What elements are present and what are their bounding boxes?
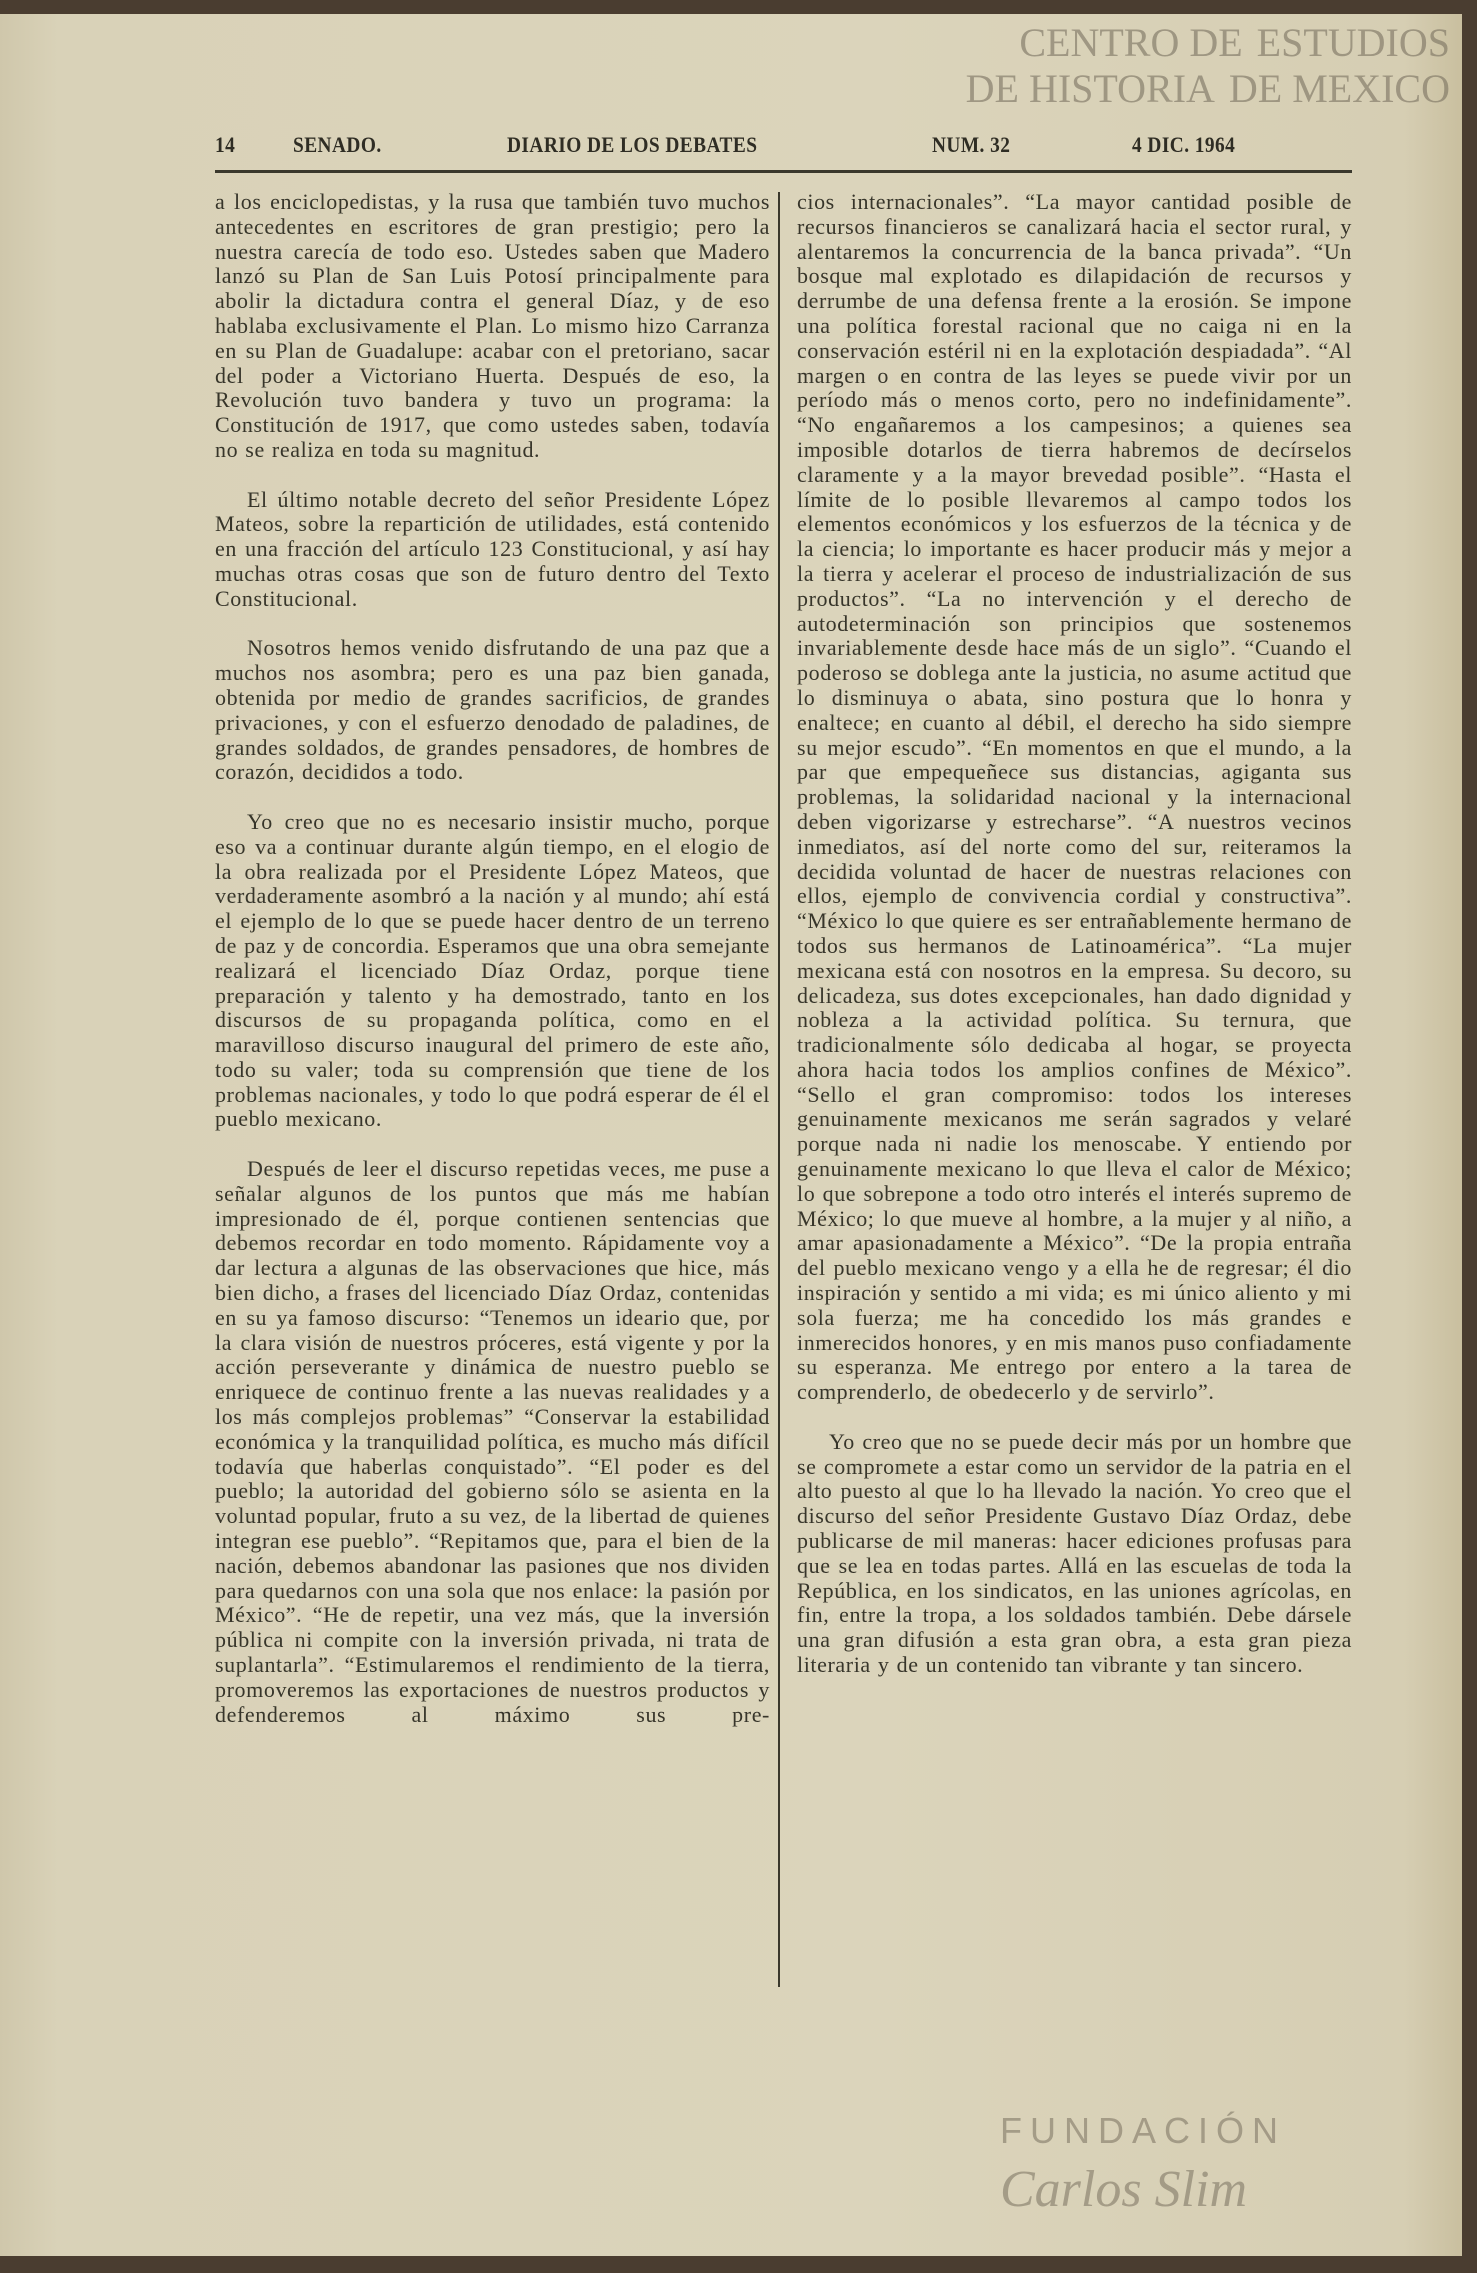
watermark-line: ESTUDIOS [1256, 20, 1450, 65]
paragraph: El último notable decreto del señor Presidente López Mateos, sobre la repartición de utilidades, está contenido en una fracción del artículo 123 Constitucional, y así hay muchas otras cosas que son de futuro dentro del Texto Constitucional. [215, 486, 770, 611]
paragraph: cios internacionales”. “La mayor cantidad posible de recursos financieros se canalizará hacia el sector rural, y alentaremos la concurrencia de la banca privada”. “Un bosque mal explotado es dilapidación de recursos y derrumbe de una defensa frente a la erosión. Se impone una política forestal racional que no caiga ni en la conservación estéril ni en la explotación despiadada”. “Al margen o en contra de las leyes se puede vivir por un período más o menos corto, pero no indefinidamente”. “No engañaremos a los campesinos; a quienes sea imposible dotarlos de tierra habremos de decírselos claramente y a la mayor brevedad posible”. “Hasta el límite de lo posible llevaremos al campo todos los elementos económicos y los esfuerzos de la técnica y de la ciencia; lo importante es hacer producir más y mejor a la tierra y acelerar el proceso de industrialización de sus productos”. “La no intervención y el derecho de autodeterminación son principios que sostenemos invariablemente desde hace más de un siglo”. “Cuando el poderoso se doblega ante la justicia, no asume actitud que lo disminuya o abata, sino postura que lo honra y enaltece; en cuanto al débil, el derecho ha sido siempre su mejor escudo”. “En momentos en que el mundo, a la par que empequeñece sus distancias, agiganta sus problemas, la solidaridad nacional y la internacional deben vigorizarse y estrecharse”. “A nuestros vecinos inmediatos, así del norte como del sur, reiteramos la decidida voluntad de hacer de nuestras relaciones con ellos, ejemplo de convivencia cordial y constructiva”. “México lo que quiere es ser entrañablemente hermano de todos sus hermanos de Latinoamérica”. “La mujer mexicana está con nosotros en la empresa. Su decoro, su delicadeza, sus dotes excepcionales, han dado dignidad y nobleza a la actividad política. Su ternura, que tradicionalmente sólo dedicaba al hogar, se proyecta ahora hacia todos los amplios confines de México”. “Sello el gran compromiso: todos los intereses genuinamente mexicanos me serán sagrados y velaré porque nada ni nadie los menoscabe. Y entiendo por genuinamente mexicano lo que lleva el calor de México; lo que sobrepone a todo otro interés el interés supremo de México; lo que mueve al hombre, a la mujer y al niño, a amar apasionadamente a México”. “De la propia entraña del pueblo mexicano vengo y a ella he de regresar; él dio inspiración y sentido a mi vida; es mi único aliento y mi sola fuerza; me ha concedido los más grandes e inmerecidos honores, y en mis manos puso confiadamente su esperanza. Me entrego por entero a la tarea de comprenderlo, de obedecerlo y de servirlo”. [797, 189, 1352, 1405]
watermark-row [880, 20, 1450, 66]
column-divider [778, 192, 780, 1987]
paragraph: Después de leer el discurso repetidas veces, me puse a señalar algunos de los puntos que más me habían impresionado de él, porque contienen sentencias que debemos recordar en todo momento. Rápidamente voy a dar lectura a algunas de las observaciones que hice, más bien dicho, a frases del licenciado Díaz Ordaz, contenidas en su ya famoso discurso: “Tenemos un ideario que, por la clara visión de nuestros próceres, está vigente y por la acción perseverante y dinámica de nuestro pueblo se enriquece de continuo frente a las nuevas realidades y a los más complejos problemas” “Conservar la estabilidad económica y la tranquilidad política, es mucho más difícil todavía que haberlas conquistado”. “El poder es del pueblo; la autoridad del gobierno sólo se asienta en la voluntad popular, fruto a su vez, de la libertad de quienes integran ese pueblo”. “Repitamos que, para el bien de la nación, debemos abandonar las pasiones que nos dividen para quedarnos con una sola que nos enlace: la pasión por México”. “He de repetir, una vez más, que la inversión pública ni compite con la inversión privada, ni trata de suplantarla”. “Estimularemos el rendimiento de la tierra, promoveremos las exportaciones de nuestros productos y defenderemos al máximo sus pre- [215, 1156, 770, 1727]
paragraph: a los enciclopedistas, y la rusa que también tuvo muchos antecedentes en escritores de gran prestigio; pero la nuestra carecía de todo eso. Ustedes saben que Madero lanzó su Plan de San Luis Potosí principalmente para abolir la dictadura contra el general Díaz, y de eso hablaba exclusivamente el Plan. Lo mismo hizo Carranza en su Plan de Guadalupe: acabar con el pretoriano, sacar del poder a Victoriano Huerta. Después de eso, la Revolución tuvo bandera y tuvo un programa: la Constitución de 1917, que como ustedes saben, todavía no se realiza en toda su magnitud. [215, 189, 770, 462]
watermark-line: CENTRO DE [1019, 20, 1243, 65]
watermark-institution [880, 20, 1450, 112]
watermark-line: DE MEXICO [1228, 66, 1450, 111]
watermark-row [880, 66, 1450, 112]
issue-date: 4 DIC. 1964 [1132, 132, 1236, 157]
issue-number: NUM. 32 [932, 132, 1011, 157]
paragraph: Yo creo que no es necesario insistir mucho, porque eso va a continuar durante algún tiempo, en el elogio de la obra realizada por el Presidente López Mateos, que verdaderamente asombró a la nación y al mundo; ahí está el ejemplo de lo que se puede hacer dentro de un terreno de paz y de concordia. Esperamos que una obra semejante realizará el licenciado Díaz Ordaz, porque tiene preparación y talento y ha demostrado, tanto en los discursos de su propaganda política, como en el maravilloso discurso inaugural del primero de este año, todo su valer; toda su comprensión que tiene de los problemas nacionales, y todo lo que podrá esperar de él el pueblo mexicano. [215, 808, 770, 1132]
page-number: 14 [215, 132, 236, 157]
watermark-line: DE HISTORIA [965, 66, 1215, 111]
paragraph: Nosotros hemos venido disfrutando de una paz que a muchos nos asombra; pero es una paz bien ganada, obtenida por medio de grandes sacrificios, de grandes privaciones, y con el esfuerzo denodado de paladines, de grandes soldados, de grandes pensadores, de hombres de corazón, decididos a todo. [215, 635, 770, 785]
watermark-signature: Carlos Slim [1000, 2161, 1248, 2218]
chamber-name: SENADO. [293, 132, 382, 157]
right-column [797, 190, 1352, 1703]
paragraph: Yo creo que no se puede decir más por un hombre que se compromete a estar como un servidor de la patria en el alto puesto al que lo ha llevado la nación. Yo creo que el discurso del señor Presidente Gustavo Díaz Ordaz, debe publicarse de mil maneras: hacer ediciones profusas para que se lea en todas partes. Allá en las escuelas de toda la República, en los sindicatos, en las uniones agrícolas, en fin, entre la tropa, a los soldados también. Debe dársele una gran difusión a esta gran obra, a esta gran pieza literaria y de un contenido tan vibrante y tan sincero. [797, 1428, 1352, 1678]
watermark-foundation: FUNDACIÓN [1000, 2110, 1286, 2151]
header-rule [215, 170, 1352, 173]
publication-title: DIARIO DE LOS DEBATES [507, 132, 758, 157]
left-column [215, 190, 770, 1727]
